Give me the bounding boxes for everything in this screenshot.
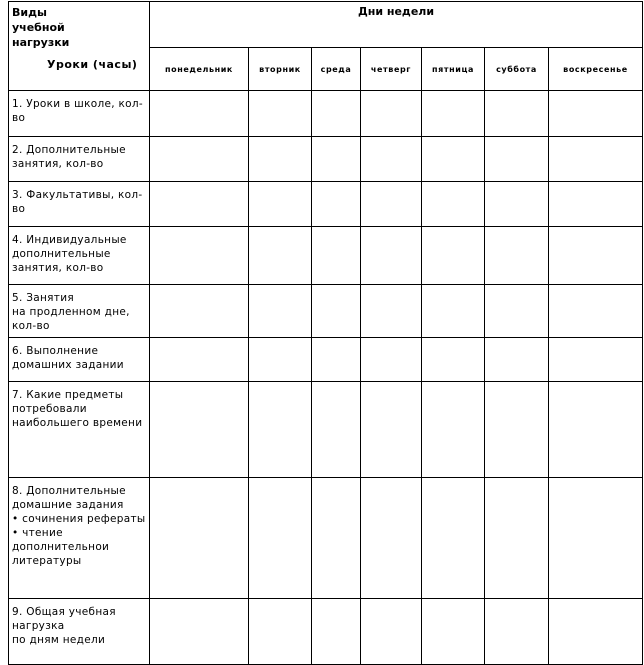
table-cell[interactable] bbox=[312, 137, 361, 182]
table-cell[interactable] bbox=[422, 137, 485, 182]
study-load-table bbox=[8, 1, 643, 665]
table-row bbox=[9, 137, 643, 182]
day-header-wednesday: среда bbox=[312, 48, 361, 91]
table-cell[interactable] bbox=[150, 382, 249, 478]
row-label: 5. Занятия на продленном дне, кол-во bbox=[9, 285, 150, 338]
table-cell[interactable] bbox=[549, 227, 643, 285]
table-cell[interactable] bbox=[549, 338, 643, 382]
table-cell[interactable] bbox=[150, 182, 249, 227]
table-cell[interactable] bbox=[485, 227, 549, 285]
table-row bbox=[9, 382, 643, 478]
table-cell[interactable] bbox=[361, 227, 422, 285]
table-cell[interactable] bbox=[150, 91, 249, 137]
table-cell[interactable] bbox=[485, 91, 549, 137]
table-cell[interactable] bbox=[150, 137, 249, 182]
table-row bbox=[9, 91, 643, 137]
table-cell[interactable] bbox=[249, 227, 312, 285]
day-header-saturday: суббота bbox=[485, 48, 549, 91]
table-cell[interactable] bbox=[485, 137, 549, 182]
table-cell[interactable] bbox=[485, 182, 549, 227]
table-row bbox=[9, 285, 643, 338]
table-cell[interactable] bbox=[150, 478, 249, 599]
table-cell[interactable] bbox=[485, 599, 549, 665]
table-cell[interactable] bbox=[150, 227, 249, 285]
row-label: 3. Факультативы, кол- во bbox=[9, 182, 150, 227]
day-header-friday: пятница bbox=[422, 48, 485, 91]
table-cell[interactable] bbox=[422, 382, 485, 478]
table-cell[interactable] bbox=[249, 91, 312, 137]
table-cell[interactable] bbox=[361, 478, 422, 599]
table-cell[interactable] bbox=[422, 91, 485, 137]
table-row bbox=[9, 182, 643, 227]
table-row bbox=[9, 227, 643, 285]
table-cell[interactable] bbox=[312, 91, 361, 137]
row-label: 4. Индивидуальные дополнительные занятия, кол-во bbox=[9, 227, 150, 285]
days-of-week-header bbox=[150, 2, 643, 48]
table-cell[interactable] bbox=[249, 338, 312, 382]
row-label: 6. Выполнение домашних задании bbox=[9, 338, 150, 382]
table-cell[interactable] bbox=[485, 478, 549, 599]
table-cell[interactable] bbox=[422, 285, 485, 338]
table-cell[interactable] bbox=[422, 338, 485, 382]
table-cell[interactable] bbox=[361, 182, 422, 227]
table-cell[interactable] bbox=[150, 338, 249, 382]
table-cell[interactable] bbox=[549, 91, 643, 137]
load-types-heading: Виды учебной нагрузки bbox=[12, 6, 70, 49]
table-cell[interactable] bbox=[361, 285, 422, 338]
row-label: 8. Дополнительные домашние задания • сочинения рефераты • чтение дополнительнои литературы bbox=[9, 478, 150, 599]
day-header-monday: понедельник bbox=[150, 48, 249, 91]
table-cell[interactable] bbox=[249, 182, 312, 227]
days-of-week-title: Дни недели bbox=[357, 5, 435, 18]
day-header-tuesday: вторник bbox=[249, 48, 312, 91]
corner-header-cell bbox=[9, 2, 150, 91]
table-cell[interactable] bbox=[361, 137, 422, 182]
table-cell[interactable] bbox=[249, 285, 312, 338]
row-label: 7. Какие предметы потребовали наибольшего времени bbox=[9, 382, 150, 478]
table-cell[interactable] bbox=[485, 285, 549, 338]
table-row bbox=[9, 478, 643, 599]
table-cell[interactable] bbox=[312, 182, 361, 227]
table-cell[interactable] bbox=[312, 478, 361, 599]
row-label: 1. Уроки в школе, кол- во bbox=[9, 91, 150, 137]
day-header-thursday: четверг bbox=[361, 48, 422, 91]
table-cell[interactable] bbox=[422, 478, 485, 599]
table-cell[interactable] bbox=[361, 91, 422, 137]
table-cell[interactable] bbox=[422, 182, 485, 227]
table-cell[interactable] bbox=[249, 599, 312, 665]
table-row bbox=[9, 338, 643, 382]
row-label: 9. Общая учебная нагрузка по дням недели bbox=[9, 599, 150, 665]
table-cell[interactable] bbox=[549, 182, 643, 227]
lessons-hours-heading: Уроки (часы) bbox=[47, 58, 138, 71]
table-cell[interactable] bbox=[312, 227, 361, 285]
table-cell[interactable] bbox=[485, 338, 549, 382]
table-cell[interactable] bbox=[549, 137, 643, 182]
table-cell[interactable] bbox=[150, 599, 249, 665]
day-header-sunday: воскресенье bbox=[549, 48, 643, 91]
table-cell[interactable] bbox=[549, 478, 643, 599]
table-cell[interactable] bbox=[312, 338, 361, 382]
table-cell[interactable] bbox=[312, 382, 361, 478]
table-row bbox=[9, 599, 643, 665]
table-cell[interactable] bbox=[549, 382, 643, 478]
table-cell[interactable] bbox=[249, 382, 312, 478]
table-cell[interactable] bbox=[249, 137, 312, 182]
table-cell[interactable] bbox=[549, 285, 643, 338]
table-cell[interactable] bbox=[361, 338, 422, 382]
table-cell[interactable] bbox=[422, 227, 485, 285]
table-cell[interactable] bbox=[361, 599, 422, 665]
row-label: 2. Дополнительные занятия, кол-во bbox=[9, 137, 150, 182]
table-cell[interactable] bbox=[249, 478, 312, 599]
table-cell[interactable] bbox=[549, 599, 643, 665]
table-cell[interactable] bbox=[422, 599, 485, 665]
table-cell[interactable] bbox=[312, 285, 361, 338]
table-cell[interactable] bbox=[485, 382, 549, 478]
table-cell[interactable] bbox=[361, 382, 422, 478]
table-cell[interactable] bbox=[312, 599, 361, 665]
table-cell[interactable] bbox=[150, 285, 249, 338]
